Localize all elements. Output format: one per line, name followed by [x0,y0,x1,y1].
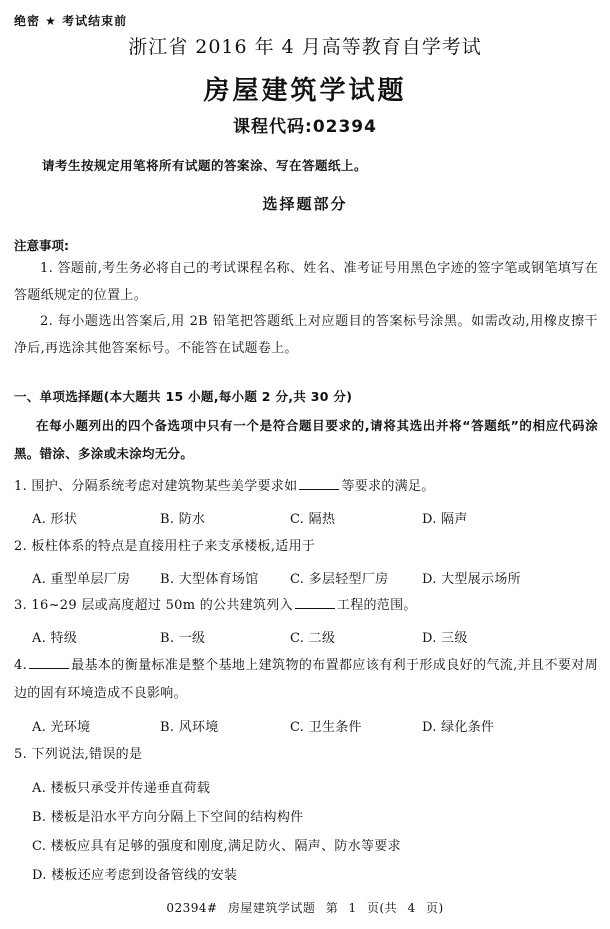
notice-heading: 注意事项: [14,238,69,253]
section-heading: 一、单项选择题(本大题共 15 小题,每小题 2 分,共 30 分) [14,389,353,404]
option-5d: D. 楼板还应考虑到设备管线的安装 [32,868,238,883]
question-text: 2. 板柱体系的特点是直接用柱子来支承楼板,适用于 [14,539,316,554]
option-5b: B. 楼板是沿水平方向分隔上下空间的结构构件 [32,810,304,825]
option-1d: D. 隔声 [422,512,468,527]
part-heading: 选择题部分 [262,195,348,213]
question-5 [14,741,598,769]
page-footer: 02394# 房屋建筑学试题 第 1 页(共 4 页) [166,901,444,915]
answer-instruction: 请考生按规定用笔将所有试题的答案涂、写在答题纸上。 [42,158,368,173]
option-1a: A. 形状 [32,512,78,527]
option-4b: B. 风环境 [160,720,219,735]
question-text: 工程的范围。 [336,598,417,613]
exam-title: 浙江省 2016 年 4 月高等教育自学考试 [128,36,482,58]
option-3d: D. 三级 [422,631,468,646]
option-2d: D. 大型展示场所 [422,572,521,587]
question-2 [14,533,598,561]
notice-item-1: 1. 答题前,考生务必将自己的考试课程名称、姓名、准考证号用黑色字迹的签字笔或钢笔填写在答题纸规定的位置上。 [14,261,598,303]
question-3 [14,592,598,620]
option-4a: A. 光环境 [32,720,91,735]
option-3c: C. 二级 [290,631,336,646]
question-text: 等要求的满足。 [341,479,435,494]
question-text: 4. [14,658,28,673]
section-instruction: 在每小题列出的四个备选项中只有一个是符合题目要求的,请将其选出并将“答题纸”的相应代码涂黑。错涂、多涂或未涂均无分。 [14,418,598,461]
option-5c: C. 楼板应具有足够的强度和刚度,满足防火、隔声、防水等要求 [32,839,401,854]
question-1 [14,473,598,501]
option-2b: B. 大型体育场馆 [160,572,259,587]
paper-title: 房屋建筑学试题 [203,76,407,106]
option-4c: C. 卫生条件 [290,720,362,735]
answer-blank [29,654,69,669]
answer-blank [295,594,335,609]
option-1b: B. 防水 [160,512,206,527]
confidential-label: 绝密 ★ 考试结束前 [14,14,128,28]
question-4 [14,652,598,708]
option-5a: A. 楼板只承受并传递垂直荷载 [32,781,211,796]
option-3b: B. 一级 [160,631,206,646]
option-2c: C. 多层轻型厂房 [290,572,389,587]
question-text: 5. 下列说法,错误的是 [14,747,143,762]
option-1c: C. 隔热 [290,512,336,527]
question-text: 3. 16~29 层或高度超过 50m 的公共建筑列入 [14,598,293,613]
answer-blank [299,475,339,490]
option-2a: A. 重型单层厂房 [32,572,131,587]
option-4d: D. 绿化条件 [422,720,495,735]
question-text: 最基本的衡量标准是整个基地上建筑物的布置都应该有利于形成良好的气流,并且不要对周边的固有环境造成不良影响。 [14,658,598,701]
notice-item-2: 2. 每小题选出答案后,用 2B 铅笔把答题纸上对应题目的答案标号涂黑。如需改动,用橡皮擦干净后,再选涂其他答案标号。不能答在试题卷上。 [14,314,598,356]
option-3a: A. 特级 [32,631,78,646]
question-text: 1. 围护、分隔系统考虑对建筑物某些美学要求如 [14,479,298,494]
course-code: 课程代码:02394 [233,117,377,137]
